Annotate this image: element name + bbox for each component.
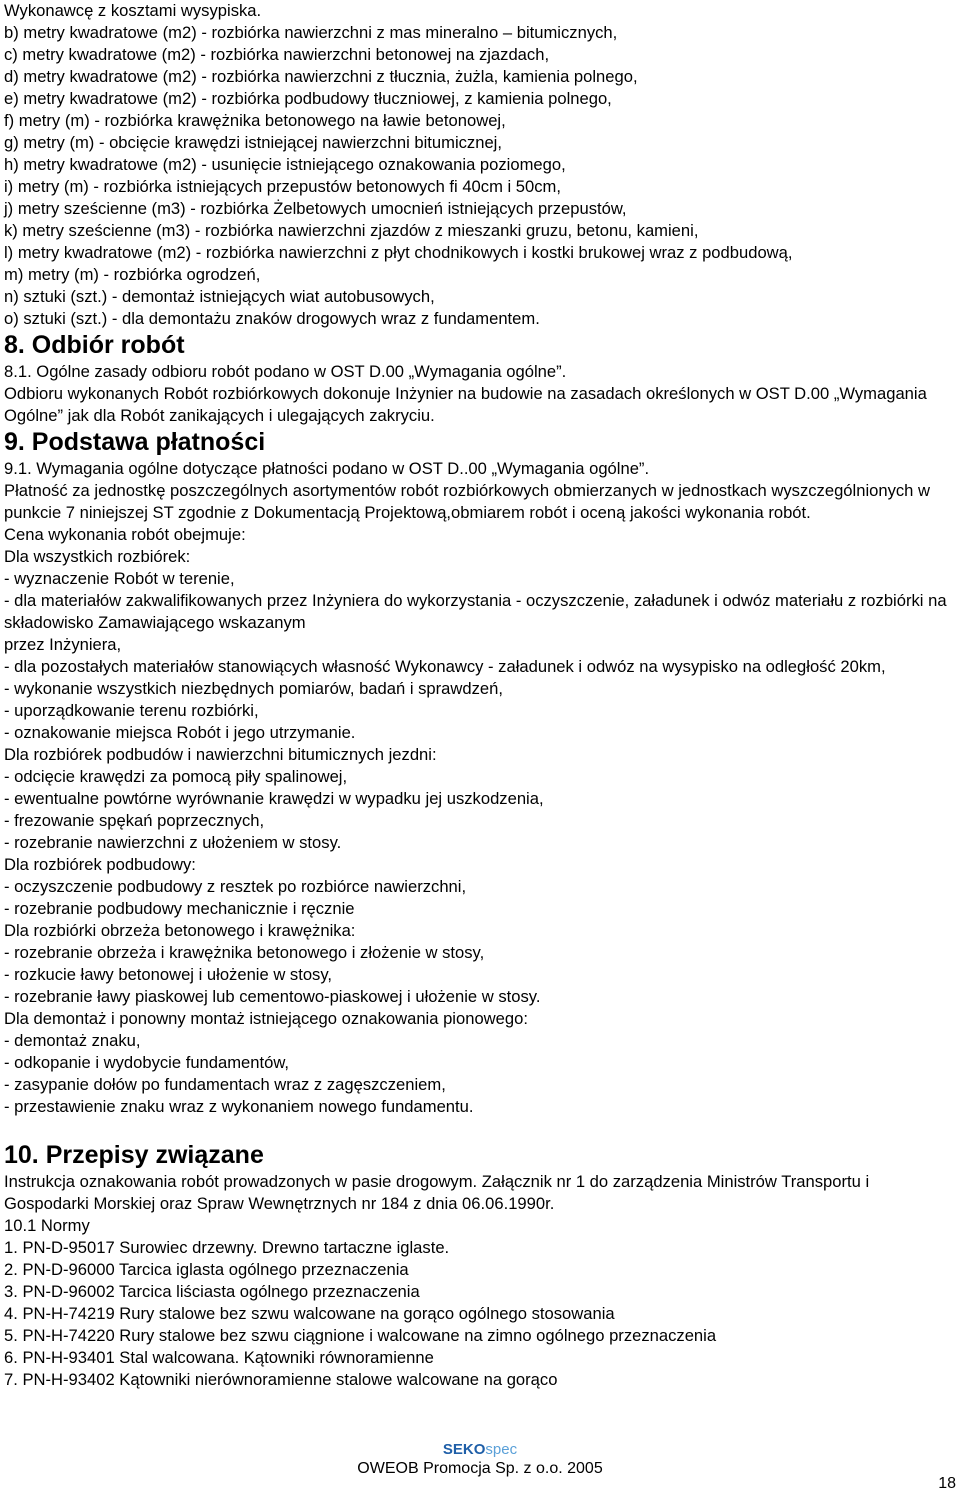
norm-item: 2. PN-D-96000 Tarcica iglasta ogólnego przeznaczenia [4,1260,409,1279]
list-item: - frezowanie spękań poprzecznych, [4,811,265,830]
section-9-1-paragraph: 9.1. Wymagania ogólne dotyczące płatności podano w OST D..00 „Wymagania ogólne”. [4,459,650,478]
list-item: - wykonanie wszystkich niezbędnych pomiarów, badań i sprawdzeń, [4,679,503,698]
list-item: o) sztuki (szt.) - dla demontażu znaków drogowych wraz z fundamentem. [4,309,540,328]
list-item: e) metry kwadratowe (m2) - rozbiórka podbudowy tłuczniowej, z kamienia polnego, [4,89,612,108]
brand-logo [0,1441,960,1459]
norm-item: 4. PN-H-74219 Rury stalowe bez szwu walcowane na gorąco ogólnego stosowania [4,1304,615,1323]
section-9-paragraph: Płatność za jednostkę poszczególnych asortymentów robót rozbiórkowych obmierzanych w jednostkach wyszczególnionych w punkcie 7 niniejszej ST zgodnie z Dokumentacją Projektową,obmiarem robót i oceną jakości wykonania robót. [4,481,931,522]
list-item: c) metry kwadratowe (m2) - rozbiórka nawierzchni betonowej na zjazdach, [4,45,550,64]
norms-list [4,1237,956,1391]
list-item: b) metry kwadratowe (m2) - rozbiórka nawierzchni z mas mineralno – bitumicznych, [4,23,618,42]
section-10-heading: 10. Przepisy związane [4,1141,264,1169]
page-footer [0,1441,960,1479]
list-item: n) sztuki (szt.) - demontaż istniejących wiat autobusowych, [4,287,435,306]
section-9-heading: 9. Podstawa płatności [4,428,266,456]
norms-subheading: 10.1 Normy [4,1216,90,1235]
footer-text: OWEOB Promocja Sp. z o.o. 2005 [357,1460,603,1477]
list-item: - przestawienie znaku wraz z wykonaniem nowego fundamentu. [4,1097,474,1116]
list-item: przez Inżyniera, [4,635,122,654]
norm-item: 6. PN-H-93401 Stal walcowana. Kątowniki równoramienne [4,1348,434,1367]
list-item: d) metry kwadratowe (m2) - rozbiórka nawierzchni z tłucznia, żużla, kamienia polnego, [4,67,638,86]
norm-item: 7. PN-H-93402 Kątowniki nierównoramienne stalowe walcowane na gorąco [4,1370,558,1389]
section-8-heading: 8. Odbiór robót [4,331,185,359]
list-item: g) metry (m) - obcięcie krawędzi istniejącej nawierzchni bitumicznej, [4,133,502,152]
page-number: 18 [938,1475,956,1492]
list-item: - odcięcie krawędzi za pomocą piły spalinowej, [4,767,348,786]
list-item: Dla rozbiórek podbudów i nawierzchni bitumicznych jezdni: [4,745,437,764]
norm-item: 5. PN-H-74220 Rury stalowe bez szwu ciągnione i walcowane na zimno ogólnego przeznaczenia [4,1326,717,1345]
document-page [4,0,956,1391]
norm-item: 1. PN-D-95017 Surowiec drzewny. Drewno tartaczne iglaste. [4,1238,450,1257]
norm-item: 3. PN-D-96002 Tarcica liściasta ogólnego przeznaczenia [4,1282,420,1301]
list-item: i) metry (m) - rozbiórka istniejących przepustów betonowych fi 40cm i 50cm, [4,177,561,196]
list-item: - rozebranie podbudowy mechanicznie i ręcznie [4,899,355,918]
list-item: - rozebranie ławy piaskowej lub cementowo-piaskowej i ułożenie w stosy. [4,987,541,1006]
brand-logo-part-a: SEKO [442,1441,486,1458]
list-item: h) metry kwadratowe (m2) - usunięcie istniejącego oznakowania poziomego, [4,155,566,174]
list-item: - uporządkowanie terenu rozbiórki, [4,701,259,720]
list-item: m) metry (m) - rozbiórka ogrodzeń, [4,265,261,284]
list-item: - ewentualne powtórne wyrównanie krawędzi w wypadku jej uszkodzenia, [4,789,544,808]
list-item: Dla rozbiórki obrzeża betonowego i krawężnika: [4,921,356,940]
list-item: f) metry (m) - rozbiórka krawężnika betonowego na ławie betonowej, [4,111,506,130]
list-item: l) metry kwadratowe (m2) - rozbiórka nawierzchni z płyt chodnikowych i kostki brukowej wraz z podbudową, [4,243,793,262]
list-item: - zasypanie dołów po fundamentach wraz z zagęszczeniem, [4,1075,446,1094]
list-item: - dla pozostałych materiałów stanowiących własność Wykonawcy - załadunek i odwóz na wysypisko na odległość 20km, [4,657,886,676]
list-item: - odkopanie i wydobycie fundamentów, [4,1053,290,1072]
section-8-paragraph: Odbioru wykonanych Robót rozbiórkowych dokonuje Inżynier na budowie na zasadach określonych w OST D.00 „Wymagania Ogólne” jak dla Robót zanikających i ulegających zakryciu. [4,384,927,425]
list-item: j) metry sześcienne (m3) - rozbiórka Żelbetowych umocnień istniejących przepustów, [4,199,627,218]
price-scope-list [4,524,956,1118]
list-item: Cena wykonania robót obejmuje: [4,525,246,544]
list-item: - rozkucie ławy betonowej i ułożenie w stosy, [4,965,333,984]
list-item: - rozebranie nawierzchni z ułożeniem w stosy. [4,833,342,852]
list-item: - wyznaczenie Robót w terenie, [4,569,235,588]
list-item: Dla demontaż i ponowny montaż istniejącego oznakowania pionowego: [4,1009,528,1028]
list-item: Wykonawcę z kosztami wysypiska. [4,1,262,20]
brand-logo-part-b: spec [485,1441,518,1458]
list-item: Dla rozbiórek podbudowy: [4,855,196,874]
measurement-units-list [4,0,956,330]
list-item: - rozebranie obrzeża i krawężnika betonowego i złożenie w stosy, [4,943,485,962]
list-item: k) metry sześcienne (m3) - rozbiórka nawierzchni zjazdów z mieszanki gruzu, betonu, kamieni, [4,221,699,240]
list-item: - oczyszczenie podbudowy z resztek po rozbiórce nawierzchni, [4,877,467,896]
list-item: - demontaż znaku, [4,1031,141,1050]
section-8-1-paragraph: 8.1. Ogólne zasady odbioru robót podano w OST D.00 „Wymagania ogólne”. [4,362,567,381]
list-item: - dla materiałów zakwalifikowanych przez Inżyniera do wykorzystania - oczyszczenie, załadunek i odwóz materiału z rozbiórki na składowisko Zamawiającego wskazanym [4,591,947,632]
section-10-paragraph: Instrukcja oznakowania robót prowadzonych w pasie drogowym. Załącznik nr 1 do zarządzenia Ministrów Transportu i Gospodarki Morskiej oraz Spraw Wewnętrznych nr 184 z dnia 06.06.1990r. [4,1172,870,1213]
list-item: - oznakowanie miejsca Robót i jego utrzymanie. [4,723,356,742]
list-item: Dla wszystkich rozbiórek: [4,547,191,566]
